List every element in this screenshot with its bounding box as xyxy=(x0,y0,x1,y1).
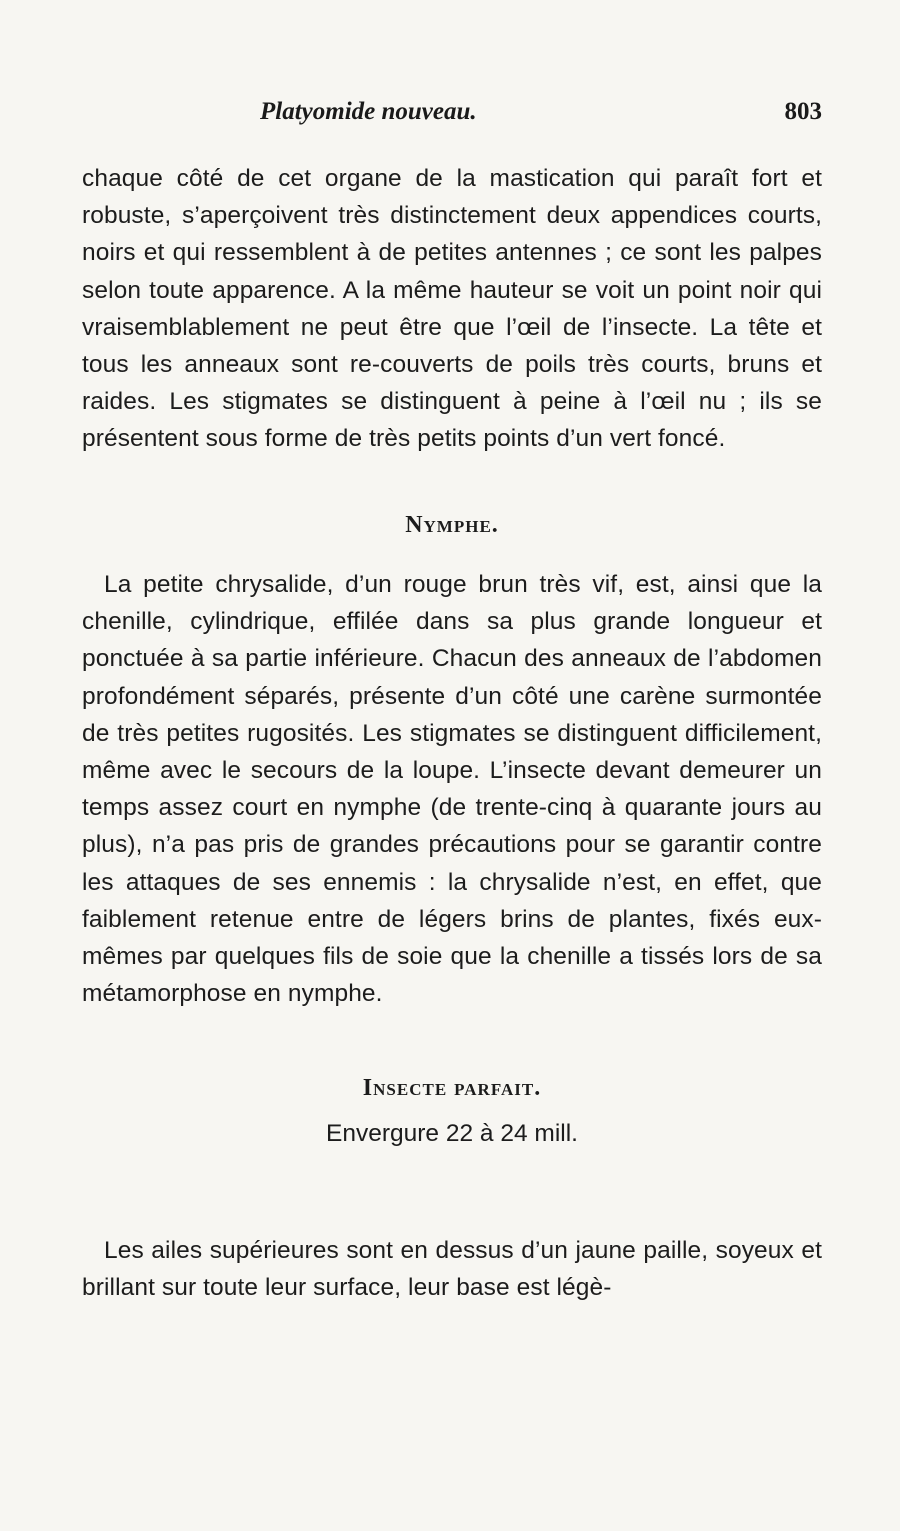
running-title: Platyomide nouveau. xyxy=(260,98,477,125)
section-heading-nymphe: Nymphe. xyxy=(405,512,499,538)
section-heading-insecte-parfait: Insecte parfait. xyxy=(362,1075,542,1101)
running-head xyxy=(82,98,822,138)
paragraph-insecte: Les ailes supérieures sont en dessus d’un jaune paille, soyeux et brillant sur toute leur surface, leur base est légè- xyxy=(82,1237,822,1302)
paragraph-nymphe: La petite chrysalide, d’un rouge brun très vif, est, ainsi que la chenille, cylindrique, effilée dans sa plus grande longueur et ponctuée à sa partie inférieure. Chacun des anneaux de l’abdomen profondément séparés, présente d’un côté une carène surmontée de très petites rugosités. Les stigmates se distinguent difficilement, même avec le secours de la loupe. L’insecte devant demeurer un temps assez court en nymphe (de trente-cinq à quarante jours au plus), n’a pas pris de grandes précautions pour se garantir contre les attaques de ses ennemis : la chrysalide n’est, en effet, que faiblement retenue entre de légers brins de plantes, fixés eux-mêmes par quelques fils de soie que la chenille a tissés lors de sa métamorphose en nymphe. xyxy=(82,571,822,1008)
page-number: 803 xyxy=(784,98,822,125)
paragraph-intro: chaque côté de cet organe de la mastication qui paraît fort et robuste, s’aperçoivent très distinctement deux appendices courts, noirs et qui ressemblent à de petites antennes ; ce sont les palpes selon toute apparence. A la même hauteur se voit un point noir qui vraisemblablement ne peut être que l’œil de l’insecte. La tête et tous les anneaux sont re-couverts de poils très courts, bruns et raides. Les stigmates se distinguent à peine à l’œil nu ; ils se présentent sous forme de très petits points d’un vert foncé. xyxy=(82,165,822,453)
wingspan-line: Envergure 22 à 24 mill. xyxy=(326,1120,578,1147)
